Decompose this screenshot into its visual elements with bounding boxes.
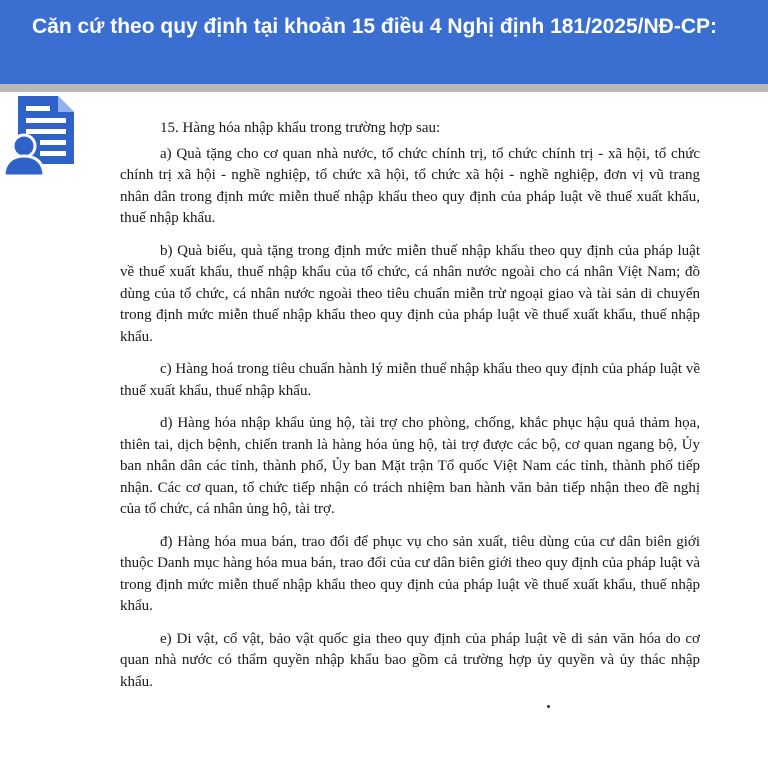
paragraph-a: a) Quà tặng cho cơ quan nhà nước, tổ chức chính trị, tổ chức chính trị - xã hội, tổ chức chính trị xã hội - nghề nghiệp, tổ chức xã hội, tổ chức xã hội - nghề nghiệp, đơn vị vũ trang nhân dân trong định mức miễn thuế nhập khẩu theo quy định của pháp luật về thuế xuất khẩu, thuế nhập khẩu. (120, 145, 700, 226)
scan-speck (547, 705, 550, 708)
paragraph-b: b) Quà biếu, quà tặng trong định mức miễn thuế nhập khẩu theo quy định của pháp luật về thuế xuất khẩu, thuế nhập khẩu của tổ chức, cá nhân nước ngoài cho cá nhân Việt Nam; đồ dùng của tổ chức, cá nhân nước ngoài theo tiêu chuẩn miễn trừ ngoại giao và tài sản di chuyển trong định mức miễn thuế nhập khẩu theo quy định của pháp luật về thuế xuất khẩu, thuế nhập khẩu. (120, 242, 700, 345)
header-title: Căn cứ theo quy định tại khoản 15 điều 4 Nghị định 181/2025/NĐ-CP: (32, 15, 717, 38)
document-user-icon (2, 94, 82, 176)
document-text (120, 118, 700, 718)
paragraph-c: c) Hàng hoá trong tiêu chuẩn hành lý miễn thuế nhập khẩu theo quy định của pháp luật về thuế xuất khẩu, thuế nhập khẩu. (120, 361, 700, 399)
paragraph-d: d) Hàng hóa nhập khẩu ủng hộ, tài trợ cho phòng, chống, khắc phục hậu quả thảm họa, thiên tai, dịch bệnh, chiến tranh là hàng hóa ủng hộ, tài trợ được các bộ, cơ quan ngang bộ, Ủy ban nhân dân các tỉnh, thành phố, Ủy ban Mặt trận Tổ quốc Việt Nam các tỉnh, thành phố tiếp nhận. Các cơ quan, tổ chức tiếp nhận có trách nhiệm ban hành văn bản tiếp nhận theo đề nghị của tổ chức, cá nhân ủng hộ, tài trợ. (120, 415, 700, 517)
header-divider (0, 84, 768, 92)
header-banner (0, 0, 768, 84)
paragraph-e: e) Di vật, cổ vật, bảo vật quốc gia theo quy định của pháp luật về di sản văn hóa do cơ quan nhà nước có thẩm quyền nhập khẩu bao gồm cả trường hợp ủy quyền và ủy thác nhập khẩu. (120, 630, 700, 690)
section-heading: 15. Hàng hóa nhập khẩu trong trường hợp sau: (160, 120, 441, 136)
paragraph-dd: đ) Hàng hóa mua bán, trao đổi để phục vụ cho sản xuất, tiêu dùng của cư dân biên giới thuộc Danh mục hàng hóa mua bán, trao đổi của cư dân biên giới theo quy định của pháp luật và trong định mức miễn thuế nhập khẩu theo quy định của pháp luật về thuế xuất khẩu, thuế nhập khẩu. (120, 533, 700, 614)
